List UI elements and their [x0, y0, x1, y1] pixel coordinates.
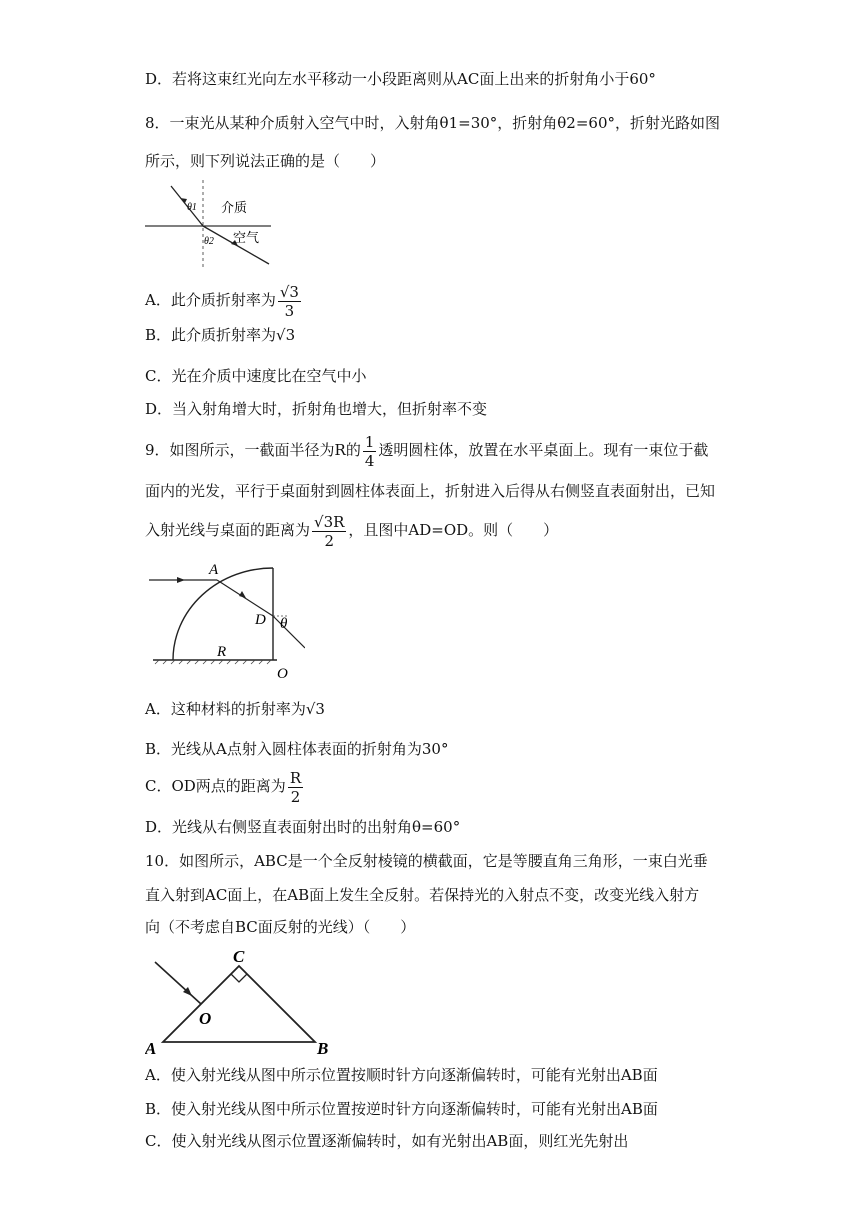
q8-option-a-den: 3 [284, 301, 295, 320]
q9-stem-line1 [145, 430, 708, 470]
q10-option-a: A．使入射光线从图中所示位置按顺时针方向逐渐偏转时，可能有光射出AB面 [145, 1066, 658, 1084]
q8-air-label: 空气 [233, 230, 260, 245]
q9-option-a: A．这种材料的折射率为√3 [145, 700, 325, 718]
q8-option-c: C．光在介质中速度比在空气中小 [145, 367, 367, 385]
q10-option-c: C．使入射光线从图示位置逐渐偏转时，如有光射出AB面，则红光先射出 [145, 1132, 629, 1150]
q9-stem-frac-num: 1 [364, 432, 375, 451]
q8-theta1-label: θ1 [187, 202, 197, 213]
q9-option-b: B．光线从A点射入圆柱体表面的折射角为30° [145, 740, 449, 758]
q9-option-c-text: C．OD两点的距离为 [145, 777, 286, 795]
q10-label-b: B [317, 1039, 329, 1056]
q9-cylinder-figure [145, 560, 305, 682]
q10-stem-line3: 向（不考虑自BC面反射的光线）（ ） [145, 918, 416, 936]
q9-option-c [145, 766, 305, 806]
q8-option-d: D．当入射角增大时，折射角也增大，但折射率不变 [145, 400, 488, 418]
q10-option-b: B．使入射光线从图中所示位置按逆时针方向逐渐偏转时，可能有光射出AB面 [145, 1100, 658, 1118]
q9-stem-line1-b: 透明圆柱体，放置在水平桌面上。现有一束位于截 [378, 441, 709, 459]
q9-label-o: O [277, 666, 288, 682]
q9-label-d: D [255, 612, 266, 628]
q10-label-o: O [199, 1009, 212, 1028]
q9-stem-line1-a: 9．如图所示，一截面半径为R的 [145, 441, 361, 459]
q10-label-c: C [233, 947, 245, 966]
q10-label-a: A [145, 1039, 157, 1056]
q9-stem-line3-b: ，且图中AD=OD。则（ ） [348, 521, 559, 539]
q8-option-a-text: A．此介质折射率为 [145, 291, 276, 309]
q8-medium-label: 介质 [221, 200, 248, 215]
q9-label-theta: θ [280, 616, 288, 632]
q9-stem-frac2-num: √3R [314, 512, 345, 531]
q9-stem-frac-den: 4 [364, 451, 375, 470]
q9-label-r: R [217, 644, 227, 660]
q9-stem-line3-a: 入射光线与桌面的距离为 [145, 521, 311, 539]
q9-stem-fraction2 [312, 513, 346, 550]
q9-option-c-den: 2 [290, 787, 301, 806]
q9-label-a: A [209, 562, 219, 578]
q9-option-d: D．光线从右侧竖直表面射出时的出射角θ=60° [145, 818, 461, 836]
q9-stem-fraction [363, 433, 377, 470]
q9-option-c-fraction [288, 769, 303, 806]
q9-stem-line3 [145, 510, 558, 550]
q8-option-a-fraction [278, 283, 301, 320]
q10-stem-line2: 直入射到AC面上，在AB面上发生全反射。若保持光的入射点不变，改变光线入射方 [145, 886, 700, 904]
q9-stem-frac2-den: 2 [324, 531, 334, 550]
q8-theta2-label: θ2 [204, 236, 214, 247]
q8-option-a-num: √3 [279, 282, 299, 301]
q9-stem-line2: 面内的光发，平行于桌面射到圆柱体表面上，折射进入后得从右侧竖直表面射出，已知 [145, 482, 716, 500]
q8-stem-line2: 所示，则下列说法正确的是（ ） [145, 152, 386, 170]
q8-option-a [145, 280, 303, 320]
q10-prism-figure [145, 944, 345, 1056]
q7-option-d: D．若将这束红光向左水平移动一小段距离则从AC面上出来的折射角小于60° [145, 70, 656, 88]
q8-refraction-figure [145, 176, 275, 272]
q8-option-b: B．此介质折射率为√3 [145, 326, 296, 344]
q10-stem-line1: 10．如图所示，ABC是一个全反射棱镜的横截面，它是等腰直角三角形，一束白光垂 [145, 852, 708, 870]
q9-option-c-num: R [289, 768, 302, 787]
q8-stem-line1: 8．一束光从某种介质射入空气中时，入射角θ1=30°，折射角θ2=60°，折射光路如图 [145, 114, 721, 132]
